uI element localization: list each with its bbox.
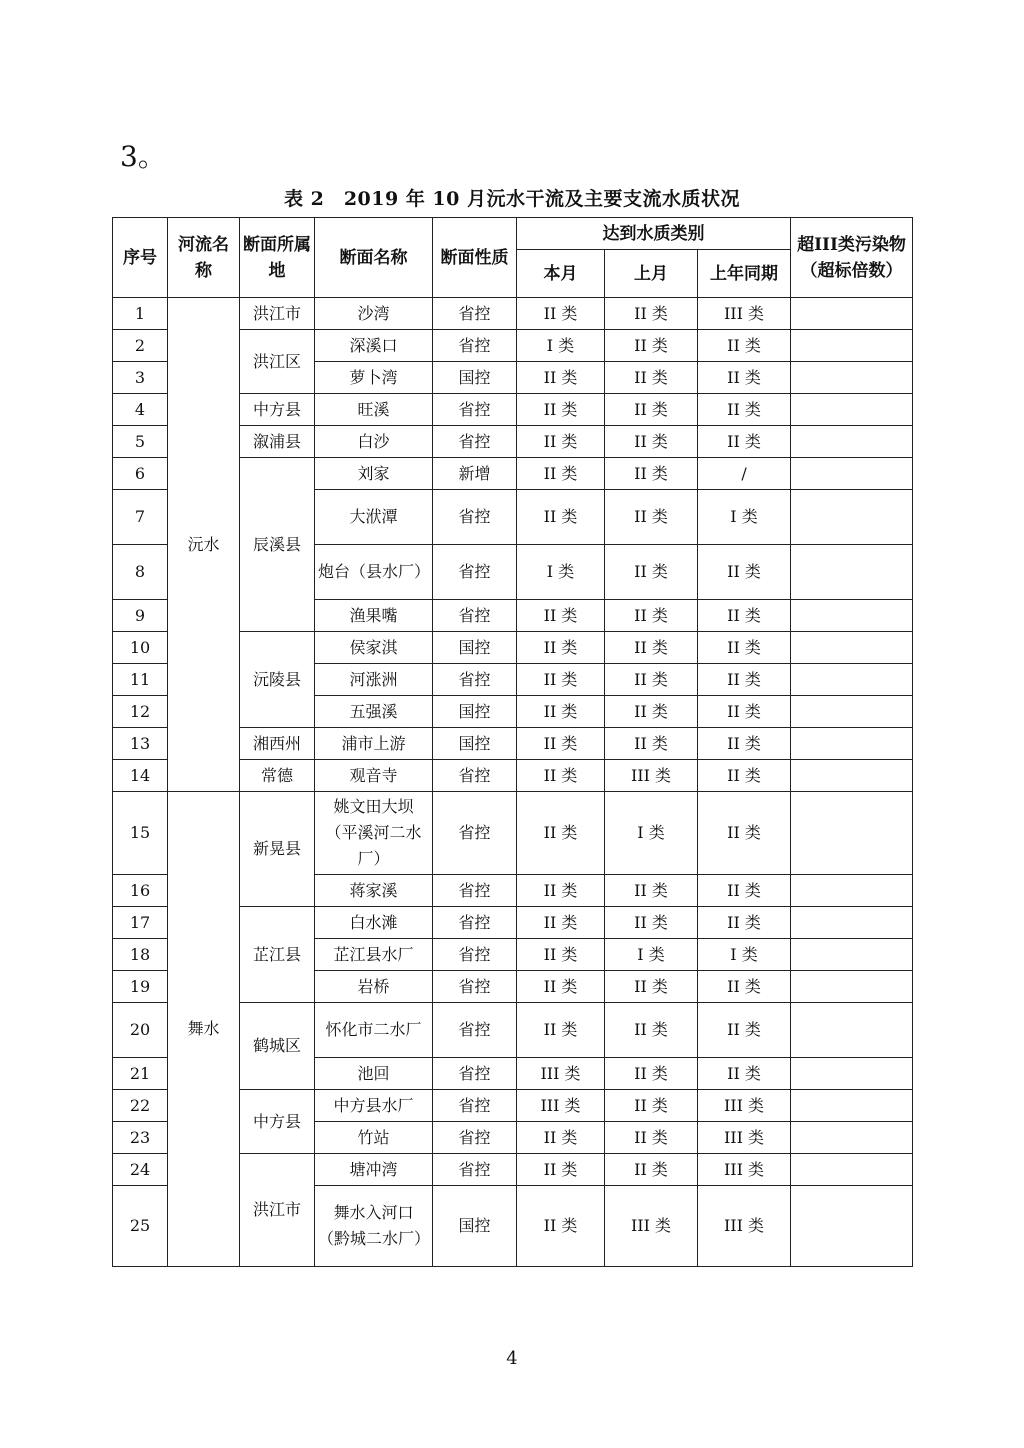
- seq-cell: 13: [113, 728, 168, 760]
- section-type-cell: 国控: [433, 362, 517, 394]
- last-month-grade-cell: II 类: [605, 1122, 698, 1154]
- this-month-grade-cell: II 类: [517, 1122, 605, 1154]
- pollutant-cell: [791, 760, 913, 792]
- this-month-grade-cell: II 类: [517, 298, 605, 330]
- section-type-cell: 省控: [433, 1090, 517, 1122]
- last-year-grade-cell: II 类: [698, 330, 791, 362]
- this-month-grade-cell: II 类: [517, 426, 605, 458]
- header-location: 断面所属地: [240, 218, 315, 298]
- last-year-grade-cell: II 类: [698, 907, 791, 939]
- pollutant-cell: [791, 875, 913, 907]
- location-cell: 芷江县: [240, 907, 315, 1003]
- river-cell: 沅水: [168, 298, 240, 792]
- section-name-cell: 塘冲湾: [315, 1154, 433, 1186]
- last-year-grade-cell: II 类: [698, 760, 791, 792]
- section-name-cell: 萝卜湾: [315, 362, 433, 394]
- last-month-grade-cell: II 类: [605, 971, 698, 1003]
- section-name-cell: 炮台（县水厂）: [315, 545, 433, 600]
- last-year-grade-cell: II 类: [698, 362, 791, 394]
- this-month-grade-cell: II 类: [517, 362, 605, 394]
- this-month-grade-cell: II 类: [517, 792, 605, 875]
- last-month-grade-cell: III 类: [605, 1186, 698, 1267]
- water-quality-table: [112, 217, 913, 1267]
- seq-cell: 9: [113, 600, 168, 632]
- header-river: 河流名称: [168, 218, 240, 298]
- last-year-grade-cell: II 类: [698, 696, 791, 728]
- section-name-cell: 渔果嘴: [315, 600, 433, 632]
- section-name-cell: 沙湾: [315, 298, 433, 330]
- last-month-grade-cell: I 类: [605, 939, 698, 971]
- seq-cell: 16: [113, 875, 168, 907]
- this-month-grade-cell: II 类: [517, 1154, 605, 1186]
- last-month-grade-cell: II 类: [605, 664, 698, 696]
- location-cell: 鹤城区: [240, 1003, 315, 1090]
- last-year-grade-cell: I 类: [698, 490, 791, 545]
- this-month-grade-cell: I 类: [517, 330, 605, 362]
- last-month-grade-cell: II 类: [605, 1154, 698, 1186]
- pollutant-cell: [791, 1122, 913, 1154]
- this-month-grade-cell: III 类: [517, 1090, 605, 1122]
- header-this-month: 本月: [517, 250, 605, 298]
- last-year-grade-cell: II 类: [698, 632, 791, 664]
- pollutant-cell: [791, 1154, 913, 1186]
- last-year-grade-cell: II 类: [698, 971, 791, 1003]
- header-last-year: 上年同期: [698, 250, 791, 298]
- page-number: 4: [506, 1348, 518, 1369]
- seq-cell: 21: [113, 1058, 168, 1090]
- pollutant-cell: [791, 1186, 913, 1267]
- location-cell: 中方县: [240, 1090, 315, 1154]
- this-month-grade-cell: II 类: [517, 490, 605, 545]
- last-month-grade-cell: II 类: [605, 362, 698, 394]
- last-month-grade-cell: II 类: [605, 490, 698, 545]
- this-month-grade-cell: II 类: [517, 632, 605, 664]
- pollutant-cell: [791, 1003, 913, 1058]
- pollutant-cell: [791, 971, 913, 1003]
- this-month-grade-cell: I 类: [517, 545, 605, 600]
- seq-cell: 10: [113, 632, 168, 664]
- section-name-cell: 竹站: [315, 1122, 433, 1154]
- header-grade-group: 达到水质类别: [517, 218, 791, 250]
- pollutant-cell: [791, 394, 913, 426]
- table-row: [113, 792, 913, 875]
- pollutant-cell: [791, 362, 913, 394]
- seq-cell: 15: [113, 792, 168, 875]
- section-name-cell: 白水滩: [315, 907, 433, 939]
- last-year-grade-cell: I 类: [698, 939, 791, 971]
- last-month-grade-cell: II 类: [605, 394, 698, 426]
- pollutant-cell: [791, 696, 913, 728]
- location-cell: 新晃县: [240, 792, 315, 907]
- this-month-grade-cell: II 类: [517, 971, 605, 1003]
- this-month-grade-cell: II 类: [517, 1186, 605, 1267]
- seq-cell: 18: [113, 939, 168, 971]
- pollutant-cell: [791, 632, 913, 664]
- last-month-grade-cell: II 类: [605, 1003, 698, 1058]
- pollutant-cell: [791, 600, 913, 632]
- section-type-cell: 省控: [433, 875, 517, 907]
- section-type-cell: 省控: [433, 298, 517, 330]
- location-cell: 溆浦县: [240, 426, 315, 458]
- section-name-cell: 五强溪: [315, 696, 433, 728]
- location-cell: 沅陵县: [240, 632, 315, 728]
- last-month-grade-cell: II 类: [605, 458, 698, 490]
- location-cell: 中方县: [240, 394, 315, 426]
- pollutant-cell: [791, 458, 913, 490]
- section-name-cell: 深溪口: [315, 330, 433, 362]
- section-name-cell: 池回: [315, 1058, 433, 1090]
- header-pollutant: 超III类污染物（超标倍数）: [791, 218, 913, 298]
- last-month-grade-cell: II 类: [605, 600, 698, 632]
- last-month-grade-cell: II 类: [605, 330, 698, 362]
- seq-cell: 5: [113, 426, 168, 458]
- last-year-grade-cell: III 类: [698, 1122, 791, 1154]
- location-cell: 常德: [240, 760, 315, 792]
- section-type-cell: 新增: [433, 458, 517, 490]
- pollutant-cell: [791, 1058, 913, 1090]
- last-year-grade-cell: III 类: [698, 1186, 791, 1267]
- this-month-grade-cell: III 类: [517, 1058, 605, 1090]
- this-month-grade-cell: II 类: [517, 664, 605, 696]
- section-name-cell: 岩桥: [315, 971, 433, 1003]
- last-year-grade-cell: III 类: [698, 1090, 791, 1122]
- seq-cell: 14: [113, 760, 168, 792]
- this-month-grade-cell: II 类: [517, 760, 605, 792]
- section-type-cell: 省控: [433, 664, 517, 696]
- last-year-grade-cell: II 类: [698, 792, 791, 875]
- section-name-cell: 怀化市二水厂: [315, 1003, 433, 1058]
- seq-cell: 17: [113, 907, 168, 939]
- section-name-cell: 观音寺: [315, 760, 433, 792]
- last-month-grade-cell: II 类: [605, 545, 698, 600]
- last-year-grade-cell: II 类: [698, 664, 791, 696]
- section-name-cell: 旺溪: [315, 394, 433, 426]
- location-cell: 洪江市: [240, 298, 315, 330]
- pollutant-cell: [791, 545, 913, 600]
- this-month-grade-cell: II 类: [517, 696, 605, 728]
- seq-cell: 4: [113, 394, 168, 426]
- last-month-grade-cell: III 类: [605, 760, 698, 792]
- this-month-grade-cell: II 类: [517, 1003, 605, 1058]
- location-cell: 洪江市: [240, 1154, 315, 1267]
- pollutant-cell: [791, 664, 913, 696]
- seq-cell: 1: [113, 298, 168, 330]
- section-name-cell: 白沙: [315, 426, 433, 458]
- this-month-grade-cell: II 类: [517, 728, 605, 760]
- seq-cell: 8: [113, 545, 168, 600]
- section-name-cell: 侯家淇: [315, 632, 433, 664]
- last-year-grade-cell: III 类: [698, 1154, 791, 1186]
- pollutant-cell: [791, 728, 913, 760]
- table-body: [113, 298, 913, 1267]
- table-caption: 表 2 2019 年 10 月沅水干流及主要支流水质状况: [283, 188, 740, 210]
- section-type-cell: 国控: [433, 632, 517, 664]
- section-type-cell: 省控: [433, 907, 517, 939]
- seq-cell: 24: [113, 1154, 168, 1186]
- table-row: [113, 298, 913, 330]
- section-type-cell: 省控: [433, 971, 517, 1003]
- pollutant-cell: [791, 1090, 913, 1122]
- section-type-cell: 省控: [433, 1058, 517, 1090]
- river-cell: 舞水: [168, 792, 240, 1267]
- last-year-grade-cell: II 类: [698, 1003, 791, 1058]
- last-year-grade-cell: II 类: [698, 875, 791, 907]
- header-last-month: 上月: [605, 250, 698, 298]
- section-name-cell: 姚文田大坝（平溪河二水厂）: [315, 792, 433, 875]
- location-cell: 湘西州: [240, 728, 315, 760]
- pollutant-cell: [791, 426, 913, 458]
- header-section-name: 断面名称: [315, 218, 433, 298]
- pollutant-cell: [791, 298, 913, 330]
- section-type-cell: 省控: [433, 1154, 517, 1186]
- seq-cell: 12: [113, 696, 168, 728]
- this-month-grade-cell: II 类: [517, 458, 605, 490]
- pollutant-cell: [791, 490, 913, 545]
- last-month-grade-cell: II 类: [605, 728, 698, 760]
- section-type-cell: 省控: [433, 760, 517, 792]
- last-month-grade-cell: II 类: [605, 426, 698, 458]
- section-type-cell: 省控: [433, 792, 517, 875]
- this-month-grade-cell: II 类: [517, 600, 605, 632]
- location-cell: 辰溪县: [240, 458, 315, 632]
- last-month-grade-cell: I 类: [605, 792, 698, 875]
- last-year-grade-cell: II 类: [698, 426, 791, 458]
- section-name-cell: 浦市上游: [315, 728, 433, 760]
- section-type-cell: 国控: [433, 696, 517, 728]
- seq-cell: 3: [113, 362, 168, 394]
- seq-cell: 19: [113, 971, 168, 1003]
- pollutant-cell: [791, 330, 913, 362]
- section-type-cell: 省控: [433, 545, 517, 600]
- last-month-grade-cell: II 类: [605, 632, 698, 664]
- last-year-grade-cell: /: [698, 458, 791, 490]
- section-name-cell: 河涨洲: [315, 664, 433, 696]
- seq-cell: 25: [113, 1186, 168, 1267]
- last-month-grade-cell: II 类: [605, 696, 698, 728]
- seq-cell: 20: [113, 1003, 168, 1058]
- section-type-cell: 省控: [433, 600, 517, 632]
- pollutant-cell: [791, 939, 913, 971]
- last-year-grade-cell: II 类: [698, 728, 791, 760]
- last-month-grade-cell: II 类: [605, 1090, 698, 1122]
- section-name-cell: 舞水入河口（黔城二水厂）: [315, 1186, 433, 1267]
- lead-text: 3。: [120, 140, 166, 173]
- last-year-grade-cell: III 类: [698, 298, 791, 330]
- section-name-cell: 蒋家溪: [315, 875, 433, 907]
- last-year-grade-cell: II 类: [698, 1058, 791, 1090]
- section-type-cell: 省控: [433, 426, 517, 458]
- section-type-cell: 省控: [433, 1122, 517, 1154]
- section-type-cell: 省控: [433, 939, 517, 971]
- seq-cell: 22: [113, 1090, 168, 1122]
- section-name-cell: 中方县水厂: [315, 1090, 433, 1122]
- location-cell: 洪江区: [240, 330, 315, 394]
- seq-cell: 6: [113, 458, 168, 490]
- last-month-grade-cell: II 类: [605, 875, 698, 907]
- last-year-grade-cell: II 类: [698, 600, 791, 632]
- this-month-grade-cell: II 类: [517, 939, 605, 971]
- pollutant-cell: [791, 907, 913, 939]
- section-type-cell: 省控: [433, 330, 517, 362]
- section-type-cell: 国控: [433, 1186, 517, 1267]
- last-year-grade-cell: II 类: [698, 394, 791, 426]
- this-month-grade-cell: II 类: [517, 907, 605, 939]
- last-year-grade-cell: II 类: [698, 545, 791, 600]
- last-month-grade-cell: II 类: [605, 1058, 698, 1090]
- seq-cell: 11: [113, 664, 168, 696]
- header-seq: 序号: [113, 218, 168, 298]
- section-type-cell: 省控: [433, 490, 517, 545]
- this-month-grade-cell: II 类: [517, 875, 605, 907]
- section-name-cell: 芷江县水厂: [315, 939, 433, 971]
- last-month-grade-cell: II 类: [605, 907, 698, 939]
- section-type-cell: 省控: [433, 394, 517, 426]
- section-name-cell: 大洑潭: [315, 490, 433, 545]
- seq-cell: 23: [113, 1122, 168, 1154]
- seq-cell: 2: [113, 330, 168, 362]
- section-type-cell: 省控: [433, 1003, 517, 1058]
- pollutant-cell: [791, 792, 913, 875]
- this-month-grade-cell: II 类: [517, 394, 605, 426]
- last-month-grade-cell: II 类: [605, 298, 698, 330]
- seq-cell: 7: [113, 490, 168, 545]
- section-name-cell: 刘家: [315, 458, 433, 490]
- section-type-cell: 国控: [433, 728, 517, 760]
- header-section-type: 断面性质: [433, 218, 517, 298]
